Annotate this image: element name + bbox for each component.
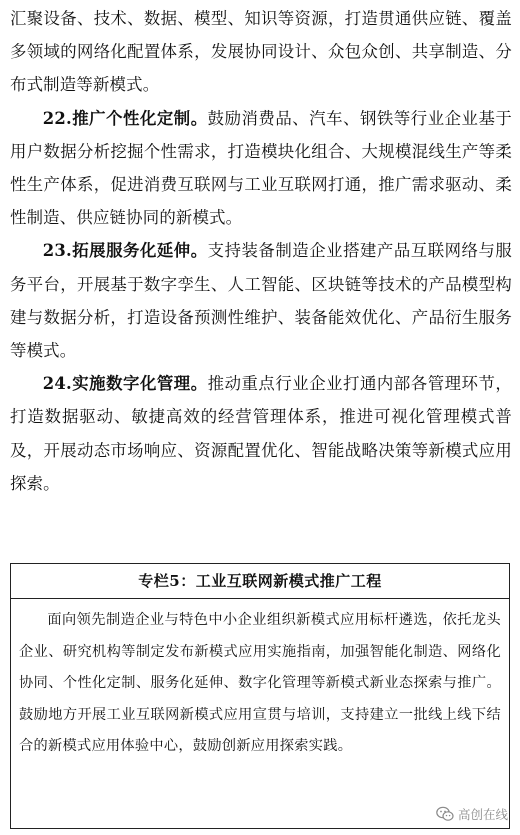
- paragraph-heading: 23.拓展服务化延伸。: [42, 241, 208, 261]
- column-box: [10, 563, 510, 829]
- paragraph-24: [10, 367, 512, 500]
- paragraph-23: [10, 234, 512, 367]
- wechat-icon: [436, 806, 454, 822]
- paragraph-heading: 22.推广个性化定制。: [42, 108, 208, 128]
- paragraph-text: 鼓励消费品、汽车、钢铁等行业企业基于用户数据分析挖掘个性需求，打造模块化组合、大规模混线生产等柔性生产体系，促进消费互联网与工业互联网打通，推广需求驱动、柔性制造、供应链协同的新模式。: [10, 108, 512, 228]
- paragraph-text: 推动重点行业企业打通内部各管理环节，打造数据驱动、敏捷高效的经营管理体系，推进可视化管理模式普及，开展动态市场响应、资源配置优化、智能战略决策等新模式应用探索。: [10, 374, 512, 493]
- paragraph-heading: 24.实施数字化管理。: [42, 374, 208, 394]
- paragraph-text: 支持装备制造企业搭建产品互联网络与服务平台，开展基于数字孪生、人工智能、区块链等技术的产品模型构建与数据分析，打造设备预测性维护、装备能效优化、产品衍生服务等模式。: [10, 241, 512, 361]
- document-body: [10, 2, 512, 500]
- paragraph-continuation: [10, 2, 512, 102]
- paragraph-text: 汇聚设备、技术、数据、模型、知识等资源，打造贯通供应链、覆盖多领域的网络化配置体系，发展协同设计、众包众创、共享制造、分布式制造等新模式。: [10, 9, 512, 95]
- paragraph-22: [10, 102, 512, 235]
- column-box-title: 专栏5：工业互联网新模式推广工程: [11, 564, 509, 599]
- column-box-body: 面向领先制造企业与特色中小企业组织新模式应用标杆遴选，依托龙头企业、研究机构等制定发布新模式应用实施指南，加强智能化制造、网络化协同、个性化定制、服务化延伸、数字化管理等新模式新业态探索与推广。鼓励地方开展工业互联网新模式应用宣贯与培训，支持建立一批线上线下结合的新模式应用体验中心，鼓励创新应用探索实践。: [19, 612, 501, 754]
- watermark: [436, 805, 508, 823]
- watermark-text: 高创在线: [457, 807, 508, 822]
